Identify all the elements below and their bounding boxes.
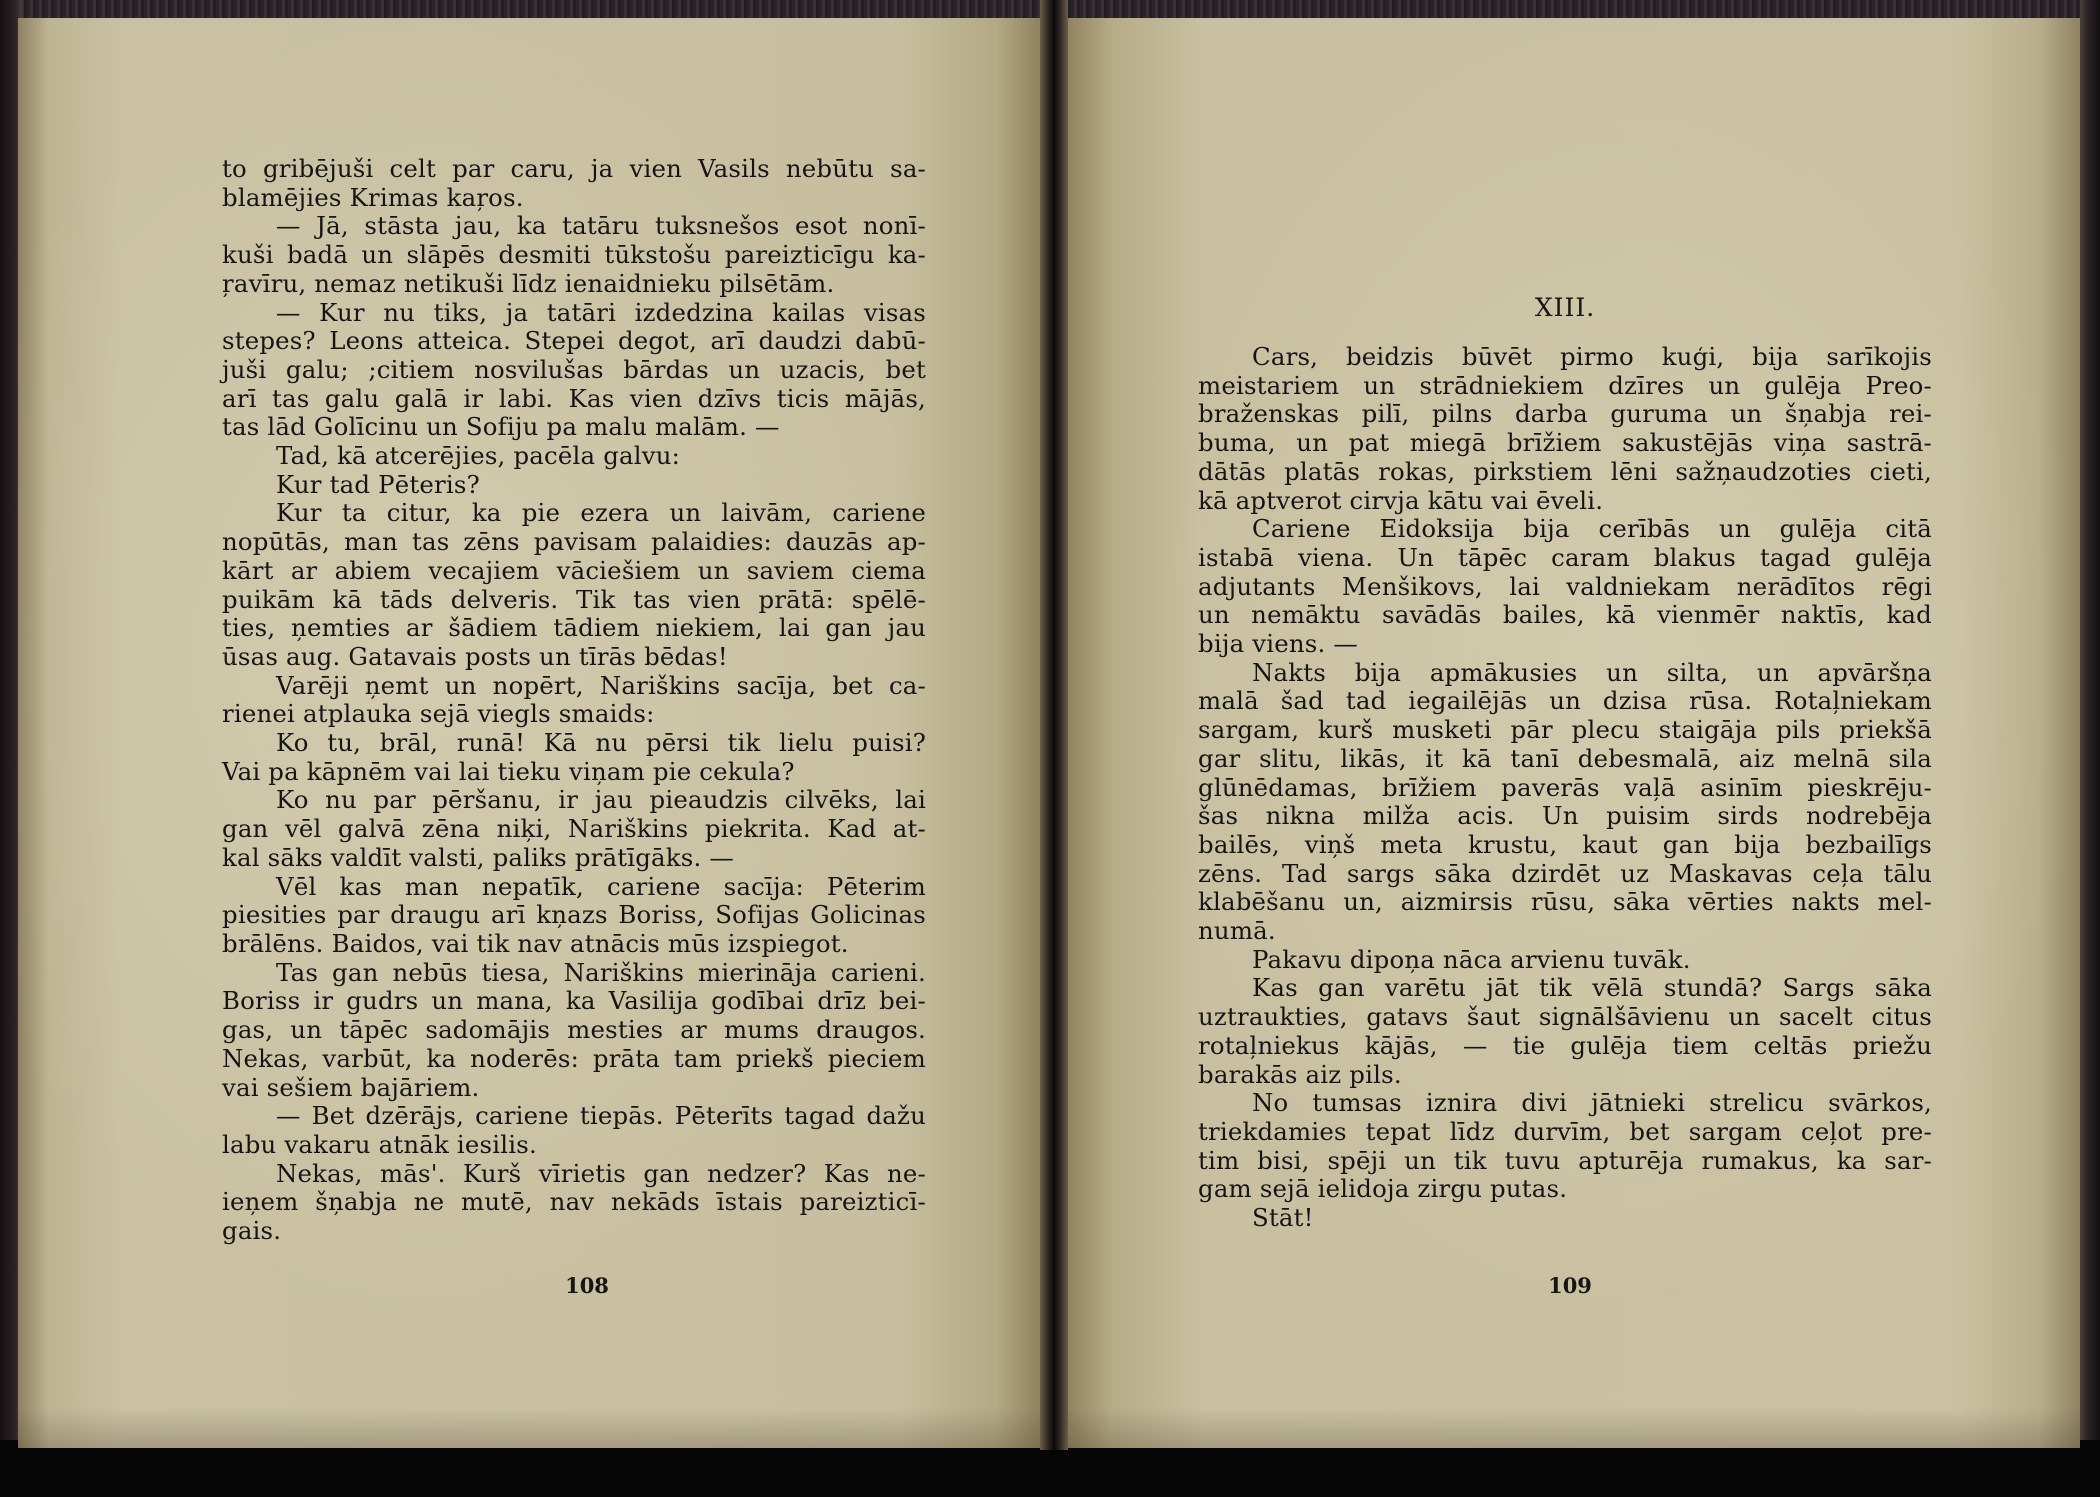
text-line: Kur tad Pēteris? (276, 469, 480, 499)
text-line: gar slitu, likās, it kā tanī debesmalā, aiz melnā sila (1198, 743, 1932, 773)
book-gutter (1040, 0, 1068, 1450)
text-line: meistariem un strādniekiem dzīres un gulēja Preo- (1198, 370, 1932, 400)
text-line: istabā viena. Un tāpēc caram blakus tagad gulēja (1198, 542, 1932, 572)
text-line: piesities par draugu arī kņazs Boriss, Sofijas Golicinas (222, 900, 926, 930)
text-line: nopūtās, man tas zēns pavisam palaidies: dauzās ap- (222, 527, 926, 557)
text-line: glūnēdamas, brīžiem paverās vaļā asinīm pieskrēju- (1198, 772, 1932, 802)
text-line: arī tas galu galā ir labi. Kas vien dzīvs ticis mājās, (222, 383, 926, 413)
text-line: uztraukties, gatavs šaut signālšāvienu un sacelt citus (1198, 1002, 1932, 1032)
left-page (18, 18, 1048, 1448)
text-line: labu vakaru atnāk iesilis. (222, 1129, 537, 1159)
text-line: kārt ar abiem vecajiem vāciešiem un saviem ciema (222, 555, 926, 585)
text-line: gais. (222, 1216, 282, 1246)
text-line: ties, ņemties ar šādiem tādiem niekiem, lai gan jau (222, 613, 926, 643)
page-number-right: 109 (1548, 1273, 1592, 1298)
text-line: dātās platās rokas, pirkstiem lēni sažņaudzoties cieti, (1198, 456, 1932, 486)
text-line: gas, un tāpēc sadomājis mesties ar mums draugos. (222, 1015, 926, 1045)
text-line: Nakts bija apmākusies un silta, un apvāršņa (1252, 657, 1932, 687)
text-line: klabēšanu un, aizmirsis rūsu, sāka vērties nakts mel- (1198, 887, 1932, 917)
text-line: numā. (1198, 916, 1276, 946)
text-line: tas lād Golīcinu un Sofiju pa malu malām. — (222, 412, 780, 442)
text-line: Pakavu dipoņa nāca arvienu tuvāk. (1252, 944, 1691, 974)
text-line: Vai pa kāpnēm vai lai tieku viņam pie cekula? (222, 756, 795, 786)
text-line: gam sejā ielidoja zirgu putas. (1198, 1174, 1568, 1204)
text-line: malā šad tad iegailējās un dzisa rūsa. Rotaļniekam (1198, 686, 1932, 716)
text-line: — Bet dzērājs, cariene tiepās. Pēterīts tagad dažu (276, 1101, 926, 1131)
text-line: buma, un pat miegā brīžiem sakustējās viņa sastrā- (1198, 428, 1932, 458)
text-line: Nekas, mās'. Kurš vīrietis gan nedzer? Kas ne- (276, 1158, 926, 1188)
text-line: Varēji ņemt un nopērt, Nariškins sacīja, bet ca- (276, 670, 926, 700)
text-line: rienei atplauka sejā viegls smaids: (222, 699, 655, 729)
text-line: ŗavīru, nemaz netikuši līdz ienaidnieku pilsētām. (222, 268, 835, 298)
text-line: Cars, beidzis būvēt pirmo kuģi, bija sarīkojis (1252, 342, 1932, 371)
text-line: Stāt! (1252, 1203, 1314, 1233)
text-line: barakās aiz pils. (1198, 1059, 1402, 1089)
text-line: Nekas, varbūt, ka noderēs: prāta tam priekš pieciem (222, 1043, 926, 1073)
left-page-text (222, 155, 926, 1246)
text-line: puikām kā tāds delveris. Tik tas vien prātā: spēlē- (222, 584, 926, 614)
text-line: kal sāks valdīt valsti, paliks prātīgāks. — (222, 842, 734, 872)
text-line: triekdamies tepat līdz durvīm, bet sargam ceļot pre- (1198, 1116, 1932, 1146)
text-line: šas nikna milža acis. Un puisim sirds nodrebēja (1198, 801, 1932, 831)
text-line: Tad, kā atcerējies, pacēla galvu: (276, 441, 681, 471)
text-line: to gribējuši celt par caru, ja vien Vasils nebūtu sa- (222, 154, 926, 183)
text-line: Kur ta citur, ka pie ezera un laivām, cariene (276, 498, 926, 528)
text-line: — Kur nu tiks, ja tatāri izdedzina kailas visas (276, 297, 926, 327)
text-line: rotaļniekus kājās, — tie gulēja tiem celtās priežu (1198, 1030, 1932, 1060)
text-line: braženskas pilī, pilns darba guruma un šņabja rei- (1198, 399, 1932, 429)
chapter-heading: XIII. (1534, 293, 1596, 322)
text-line: — Jā, stāsta jau, ka tatāru tuksnešos esot nonī- (276, 211, 926, 241)
right-page (1060, 18, 2080, 1448)
text-line: gan vēl galvā zēna niķi, Nariškins piekrita. Kad at- (222, 814, 926, 844)
text-line: brālēns. Baidos, vai tik nav atnācis mūs izspiegot. (222, 928, 849, 958)
text-line: kuši badā un slāpēs desmiti tūkstošu pareizticīgu ka- (222, 240, 926, 270)
text-line: No tumsas iznira divi jātnieki strelicu svārkos, (1252, 1088, 1932, 1118)
text-line: ūsas aug. Gatavais posts un tīrās bēdas! (222, 641, 728, 671)
text-line: zēns. Tad sargs sāka dzirdēt uz Maskavas ceļa tālu (1198, 858, 1932, 888)
text-line: Kas gan varētu jāt tik vēlā stundā? Sargs sāka (1252, 973, 1932, 1003)
text-line: sargam, kurš musketi pār plecu staigāja pils priekšā (1198, 715, 1932, 745)
text-line: Vēl kas man nepatīk, cariene sacīja: Pēterim (276, 871, 926, 901)
text-line: stepes? Leons atteica. Stepei degot, arī daudzi dabū- (222, 326, 926, 356)
text-line: Tas gan nebūs tiesa, Nariškins mierināja carieni. (276, 957, 926, 987)
book-cover-right-edge (2080, 0, 2100, 1440)
text-line: un nemāktu savādās bailes, kā vienmēr naktīs, kad (1198, 600, 1932, 630)
text-line: Ko tu, brāl, runā! Kā nu pērsi tik lielu puisi? (276, 728, 926, 758)
page-number-left: 108 (565, 1273, 609, 1298)
text-line: blamējies Krimas kaŗos. (222, 182, 524, 212)
text-line: juši galu; ;citiem nosvilušas bārdas un uzacis, bet (222, 354, 926, 384)
text-line: vai sešiem bajāriem. (222, 1072, 480, 1102)
text-line: Ko nu par pēršanu, ir jau pieaudzis cilvēks, lai (276, 785, 926, 815)
text-line: ieņem šņabja ne mutē, nav nekāds īstais pareizticī- (222, 1187, 926, 1217)
text-line: bailēs, viņš meta krustu, kaut gan bija bezbailīgs (1198, 829, 1932, 859)
text-line: tim bisi, spēji un tik tuvu apturēja rumakus, ka sar- (1198, 1145, 1932, 1175)
text-line: Boriss ir gudrs un mana, ka Vasilija godībai drīz bei- (222, 986, 926, 1016)
text-line: kā aptverot cirvja kātu vai ēveli. (1198, 485, 1604, 515)
text-line: adjutants Menšikovs, lai valdniekam nerādītos rēgi (1198, 571, 1932, 601)
right-page-text (1198, 343, 1932, 1233)
text-line: bija viens. — (1198, 629, 1359, 659)
text-line: Cariene Eidoksija bija cerībās un gulēja citā (1252, 514, 1932, 544)
